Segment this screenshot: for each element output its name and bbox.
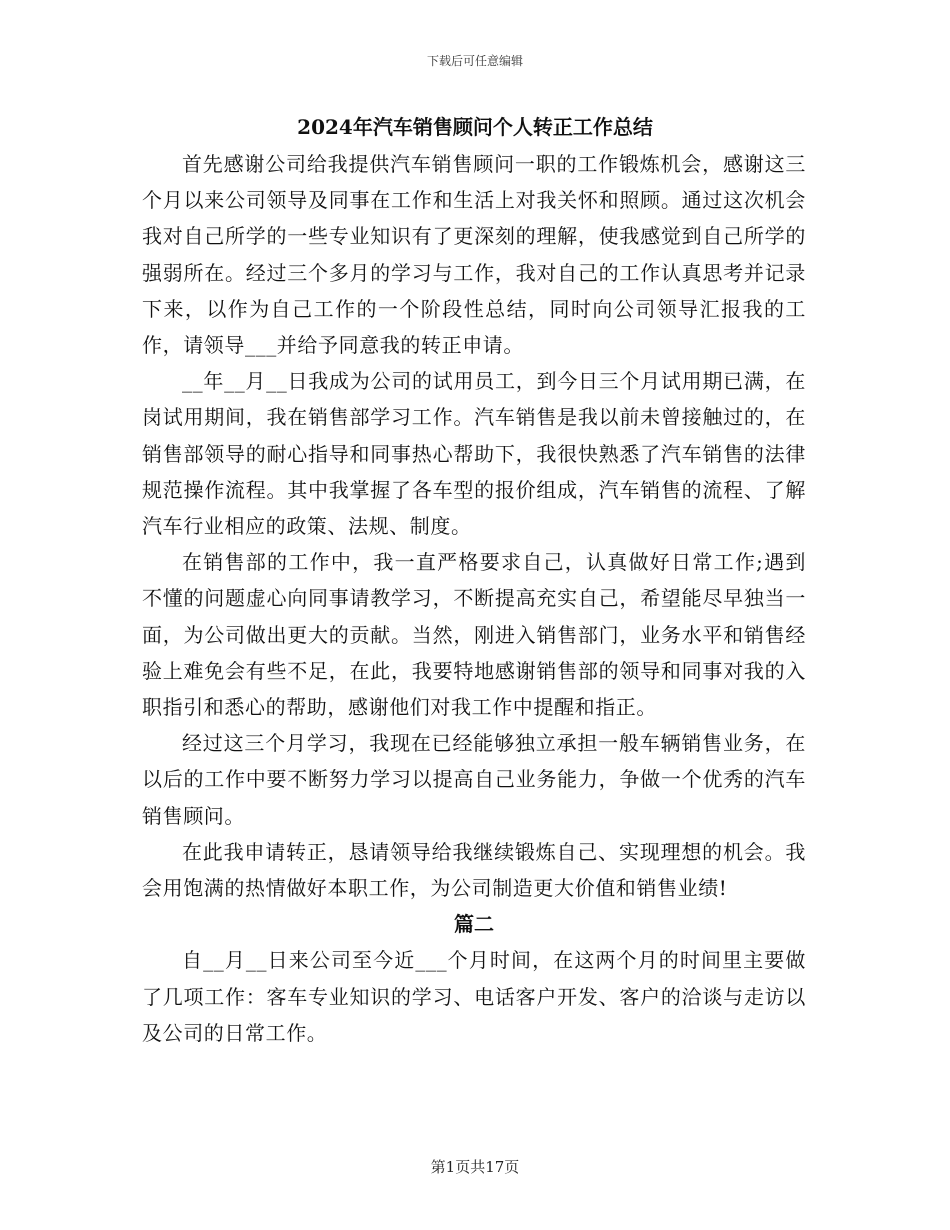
paragraph: 经过这三个月学习，我现在已经能够独立承担一般车辆销售业务，在以后的工作中要不断努力学习以提高自己业务能力，争做一个优秀的汽车销售顾问。 bbox=[142, 731, 806, 828]
paragraph: 在销售部的工作中，我一直严格要求自己，认真做好日常工作;遇到不懂的问题虚心向同事请教学习，不断提高充实自己，希望能尽早独当一面，为公司做出更大的贡献。当然，刚进入销售部门，业务水平和销售经验上难免会有些不足，在此，我要特地感谢销售部的领导和同事对我的入职指引和悉心的帮助，感谢他们对我工作中提醒和指正。 bbox=[142, 550, 806, 720]
page-number: 第1页共17页 bbox=[430, 1158, 520, 1176]
section-heading: 篇二 bbox=[454, 912, 494, 937]
paragraph: 自__月__日来公司至今近___个月时间，在这两个月的时间里主要做了几项工作：客车专业知识的学习、电话客户开发、客户的洽谈与走访以及公司的日常工作。 bbox=[142, 948, 806, 1045]
paragraph: 在此我申请转正，恳请领导给我继续锻炼自己、实现理想的机会。我会用饱满的热情做好本职工作，为公司制造更大价值和销售业绩! bbox=[142, 839, 806, 901]
header-note: 下载后可任意编辑 bbox=[426, 54, 523, 68]
document-title: 2024年汽车销售顾问个人转正工作总结 bbox=[297, 115, 653, 139]
paragraph: __年__月__日我成为公司的试用员工，到今日三个月试用期已满，在岗试用期间，我在销售部学习工作。汽车销售是我以前未曾接触过的，在销售部领导的耐心指导和同事热心帮助下，我很快熟悉了汽车销售的法律规范操作流程。其中我掌握了各车型的报价组成，汽车销售的流程、了解汽车行业相应的政策、法规、制度。 bbox=[142, 369, 806, 539]
document-body bbox=[142, 146, 806, 1051]
paragraph: 首先感谢公司给我提供汽车销售顾问一职的工作锻炼机会，感谢这三个月以来公司领导及同事在工作和生活上对我关怀和照顾。通过这次机会我对自己所学的一些专业知识有了更深刻的理解，使我感觉到自己所学的强弱所在。经过三个多月的学习与工作，我对自己的工作认真思考并记录下来，以作为自己工作的一个阶段性总结，同时向公司领导汇报我的工作，请领导___并给予同意我的转正申请。 bbox=[142, 152, 806, 358]
